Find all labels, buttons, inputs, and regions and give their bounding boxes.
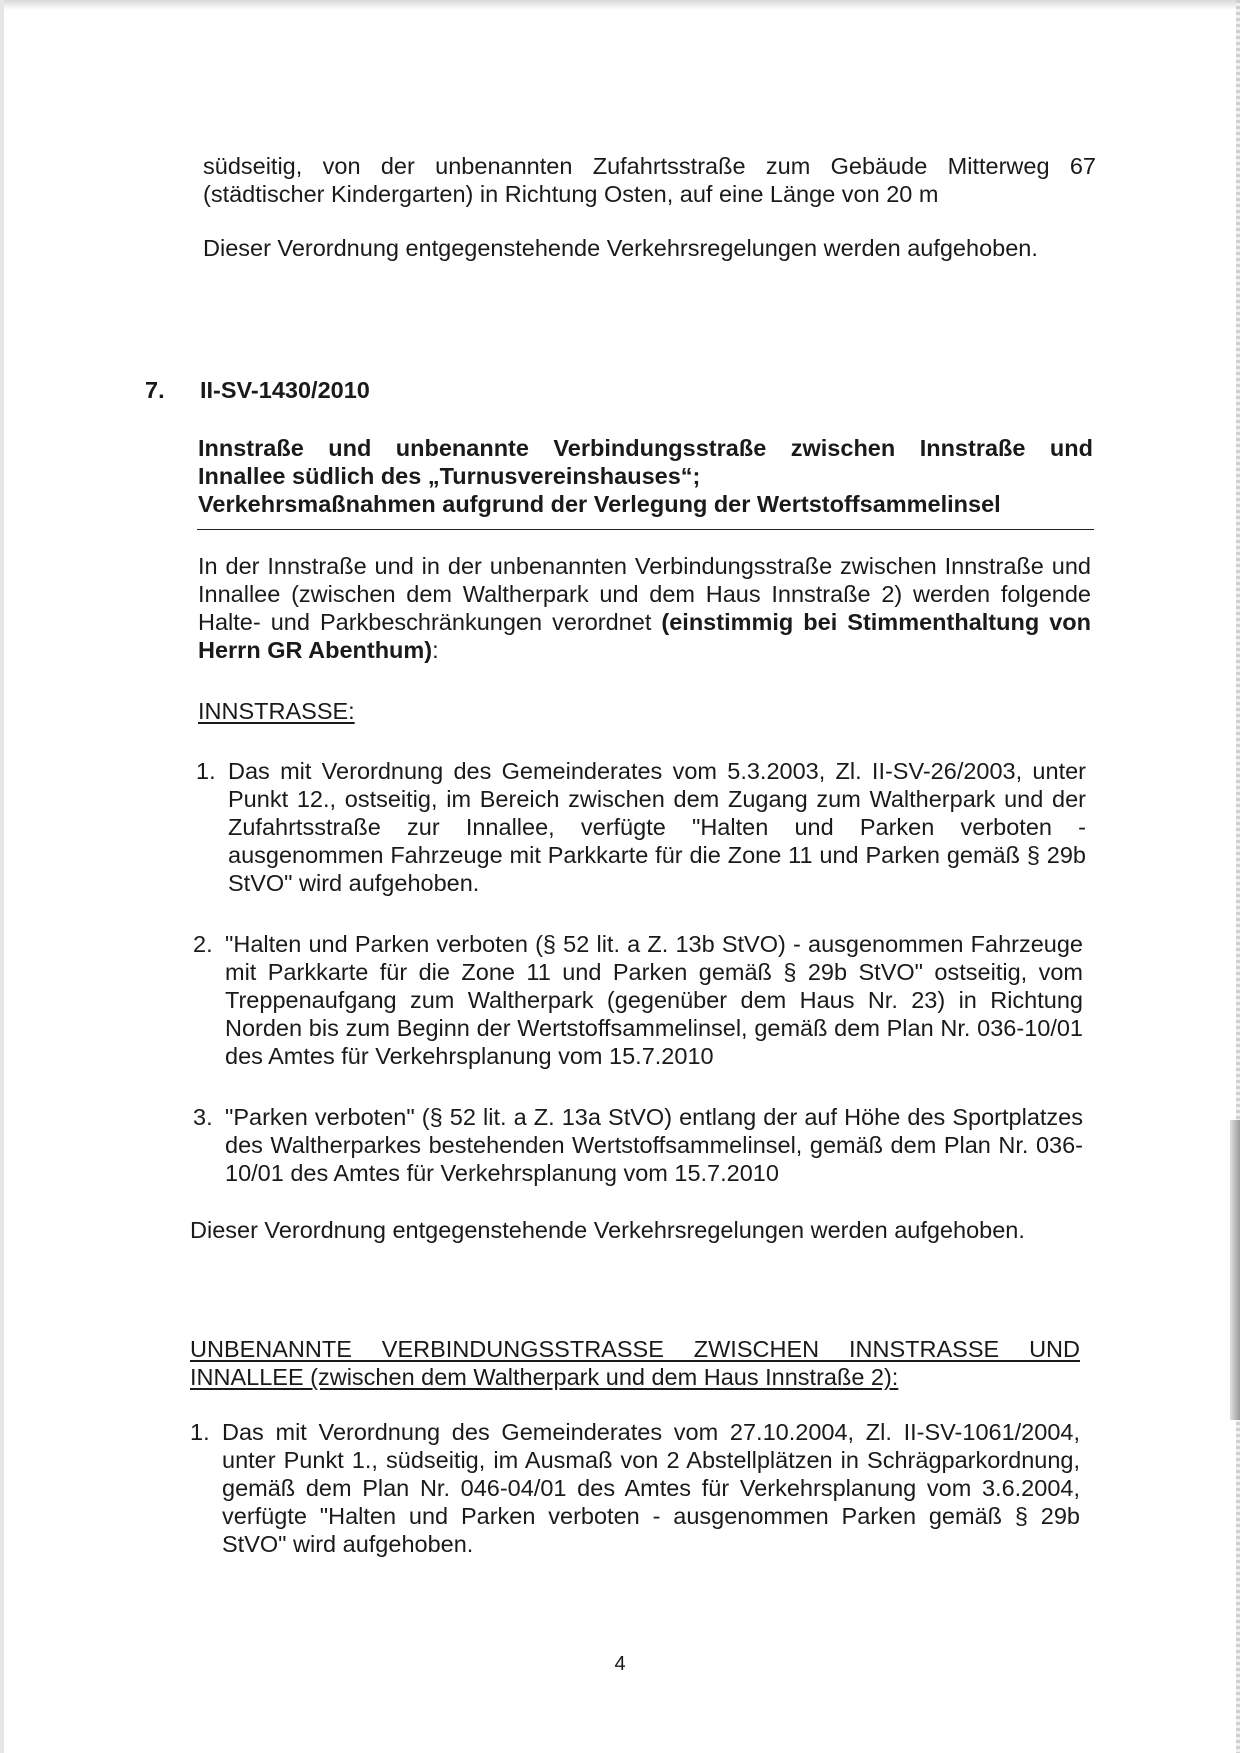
- connector-heading-line-2: INNALLEE (zwischen dem Waltherpark und dem Haus Innstraße 2):: [190, 1364, 899, 1390]
- title-underline: [197, 529, 1094, 530]
- page-number: 4: [614, 1653, 626, 1675]
- section-title-line-2: Innallee südlich des „Turnusvereinshauses“;: [198, 463, 701, 489]
- list-text: Das mit Verordnung des Gemeinderates vom 27.10.2004, Zl. II-SV-1061/2004, unter Punkt 1., südseitig, im Ausmaß von 2 Abstellplätzen in Schrägparkordnung, gemäß dem Plan Nr. 046-04/01 des Amtes für Verkehrsplanung vom 3.6.2004, verfügte "Halten und Parken verboten - ausgenommen Parken gemäß § 29b StVO" wird aufgehoben.: [222, 1419, 1080, 1557]
- section-title: [198, 434, 1093, 518]
- intro-line-1: südseitig, von der unbenannten Zufahrtsstraße zum Gebäude Mitterweg 67: [203, 153, 1096, 179]
- section-intro-vote: (einstimmig bei Stimmenthaltung von Herrn GR Abenthum): [198, 609, 1091, 663]
- list-number: 2.: [193, 931, 213, 957]
- connector-heading-line-1: UNBENANNTE VERBINDUNGSSTRASSE ZWISCHEN INNSTRASSE UND: [190, 1336, 1080, 1362]
- list-number: 1.: [190, 1419, 210, 1445]
- connector-heading: [190, 1335, 1080, 1391]
- section-title-line-3: Verkehrsmaßnahmen aufgrund der Verlegung der Wertstoffsammelinsel: [198, 491, 1001, 517]
- section-title-line-1: Innstraße und unbenannte Verbindungsstraße zwischen Innstraße und: [198, 435, 1093, 461]
- intro-repeal: Dieser Verordnung entgegenstehende Verkehrsregelungen werden aufgehoben.: [203, 235, 1038, 261]
- section-intro-text: In der Innstraße und in der unbenannten Verbindungsstraße zwischen Innstraße und Innallee (zwischen dem Waltherpark und dem Haus Innstraße 2) werden folgende Halte- und Parkbeschränkungen verordnet: [198, 553, 1091, 635]
- intro-line-2: (städtischer Kindergarten) in Richtung Osten, auf eine Länge von 20 m: [203, 181, 939, 207]
- list-number: 3.: [193, 1104, 213, 1130]
- section-number: 7.: [145, 377, 165, 403]
- list-number: 1.: [196, 758, 216, 784]
- list-text: "Parken verboten" (§ 52 lit. a Z. 13a StVO) entlang der auf Höhe des Sportplatzes des Waltherparkes bestehenden Wertstoffsammelinsel, gemäß dem Plan Nr. 036-10/01 des Amtes für Verkehrsplanung vom 15.7.2010: [225, 1104, 1083, 1186]
- section-intro-paragraph: [198, 552, 1091, 664]
- section-reference: II-SV-1430/2010: [200, 377, 370, 403]
- section-repeal: Dieser Verordnung entgegenstehende Verkehrsregelungen werden aufgehoben.: [190, 1217, 1025, 1243]
- innstrasse-heading: INNSTRASSE:: [198, 698, 355, 724]
- list-text: Das mit Verordnung des Gemeinderates vom 5.3.2003, Zl. II-SV-26/2003, unter Punkt 12., ostseitig, im Bereich zwischen dem Zugang zum Waltherpark und der Zufahrtsstraße zur Innallee, verfügte "Halten und Parken verboten - ausgenommen Fahrzeuge mit Parkkarte für die Zone 11 und Parken gemäß § 29b StVO" wird aufgehoben.: [228, 758, 1086, 896]
- section-intro-end: :: [432, 637, 439, 663]
- intro-paragraph: [203, 152, 1096, 208]
- list-text: "Halten und Parken verboten (§ 52 lit. a Z. 13b StVO) - ausgenommen Fahrzeuge mit Parkkarte für die Zone 11 und Parken gemäß § 29b StVO" ostseitig, vom Treppenaufgang zum Waltherpark (gegenüber dem Haus Nr. 23) in Richtung Norden bis zum Beginn der Wertstoffsammelinsel, gemäß dem Plan Nr. 036-10/01 des Amtes für Verkehrsplanung vom 15.7.2010: [225, 931, 1083, 1069]
